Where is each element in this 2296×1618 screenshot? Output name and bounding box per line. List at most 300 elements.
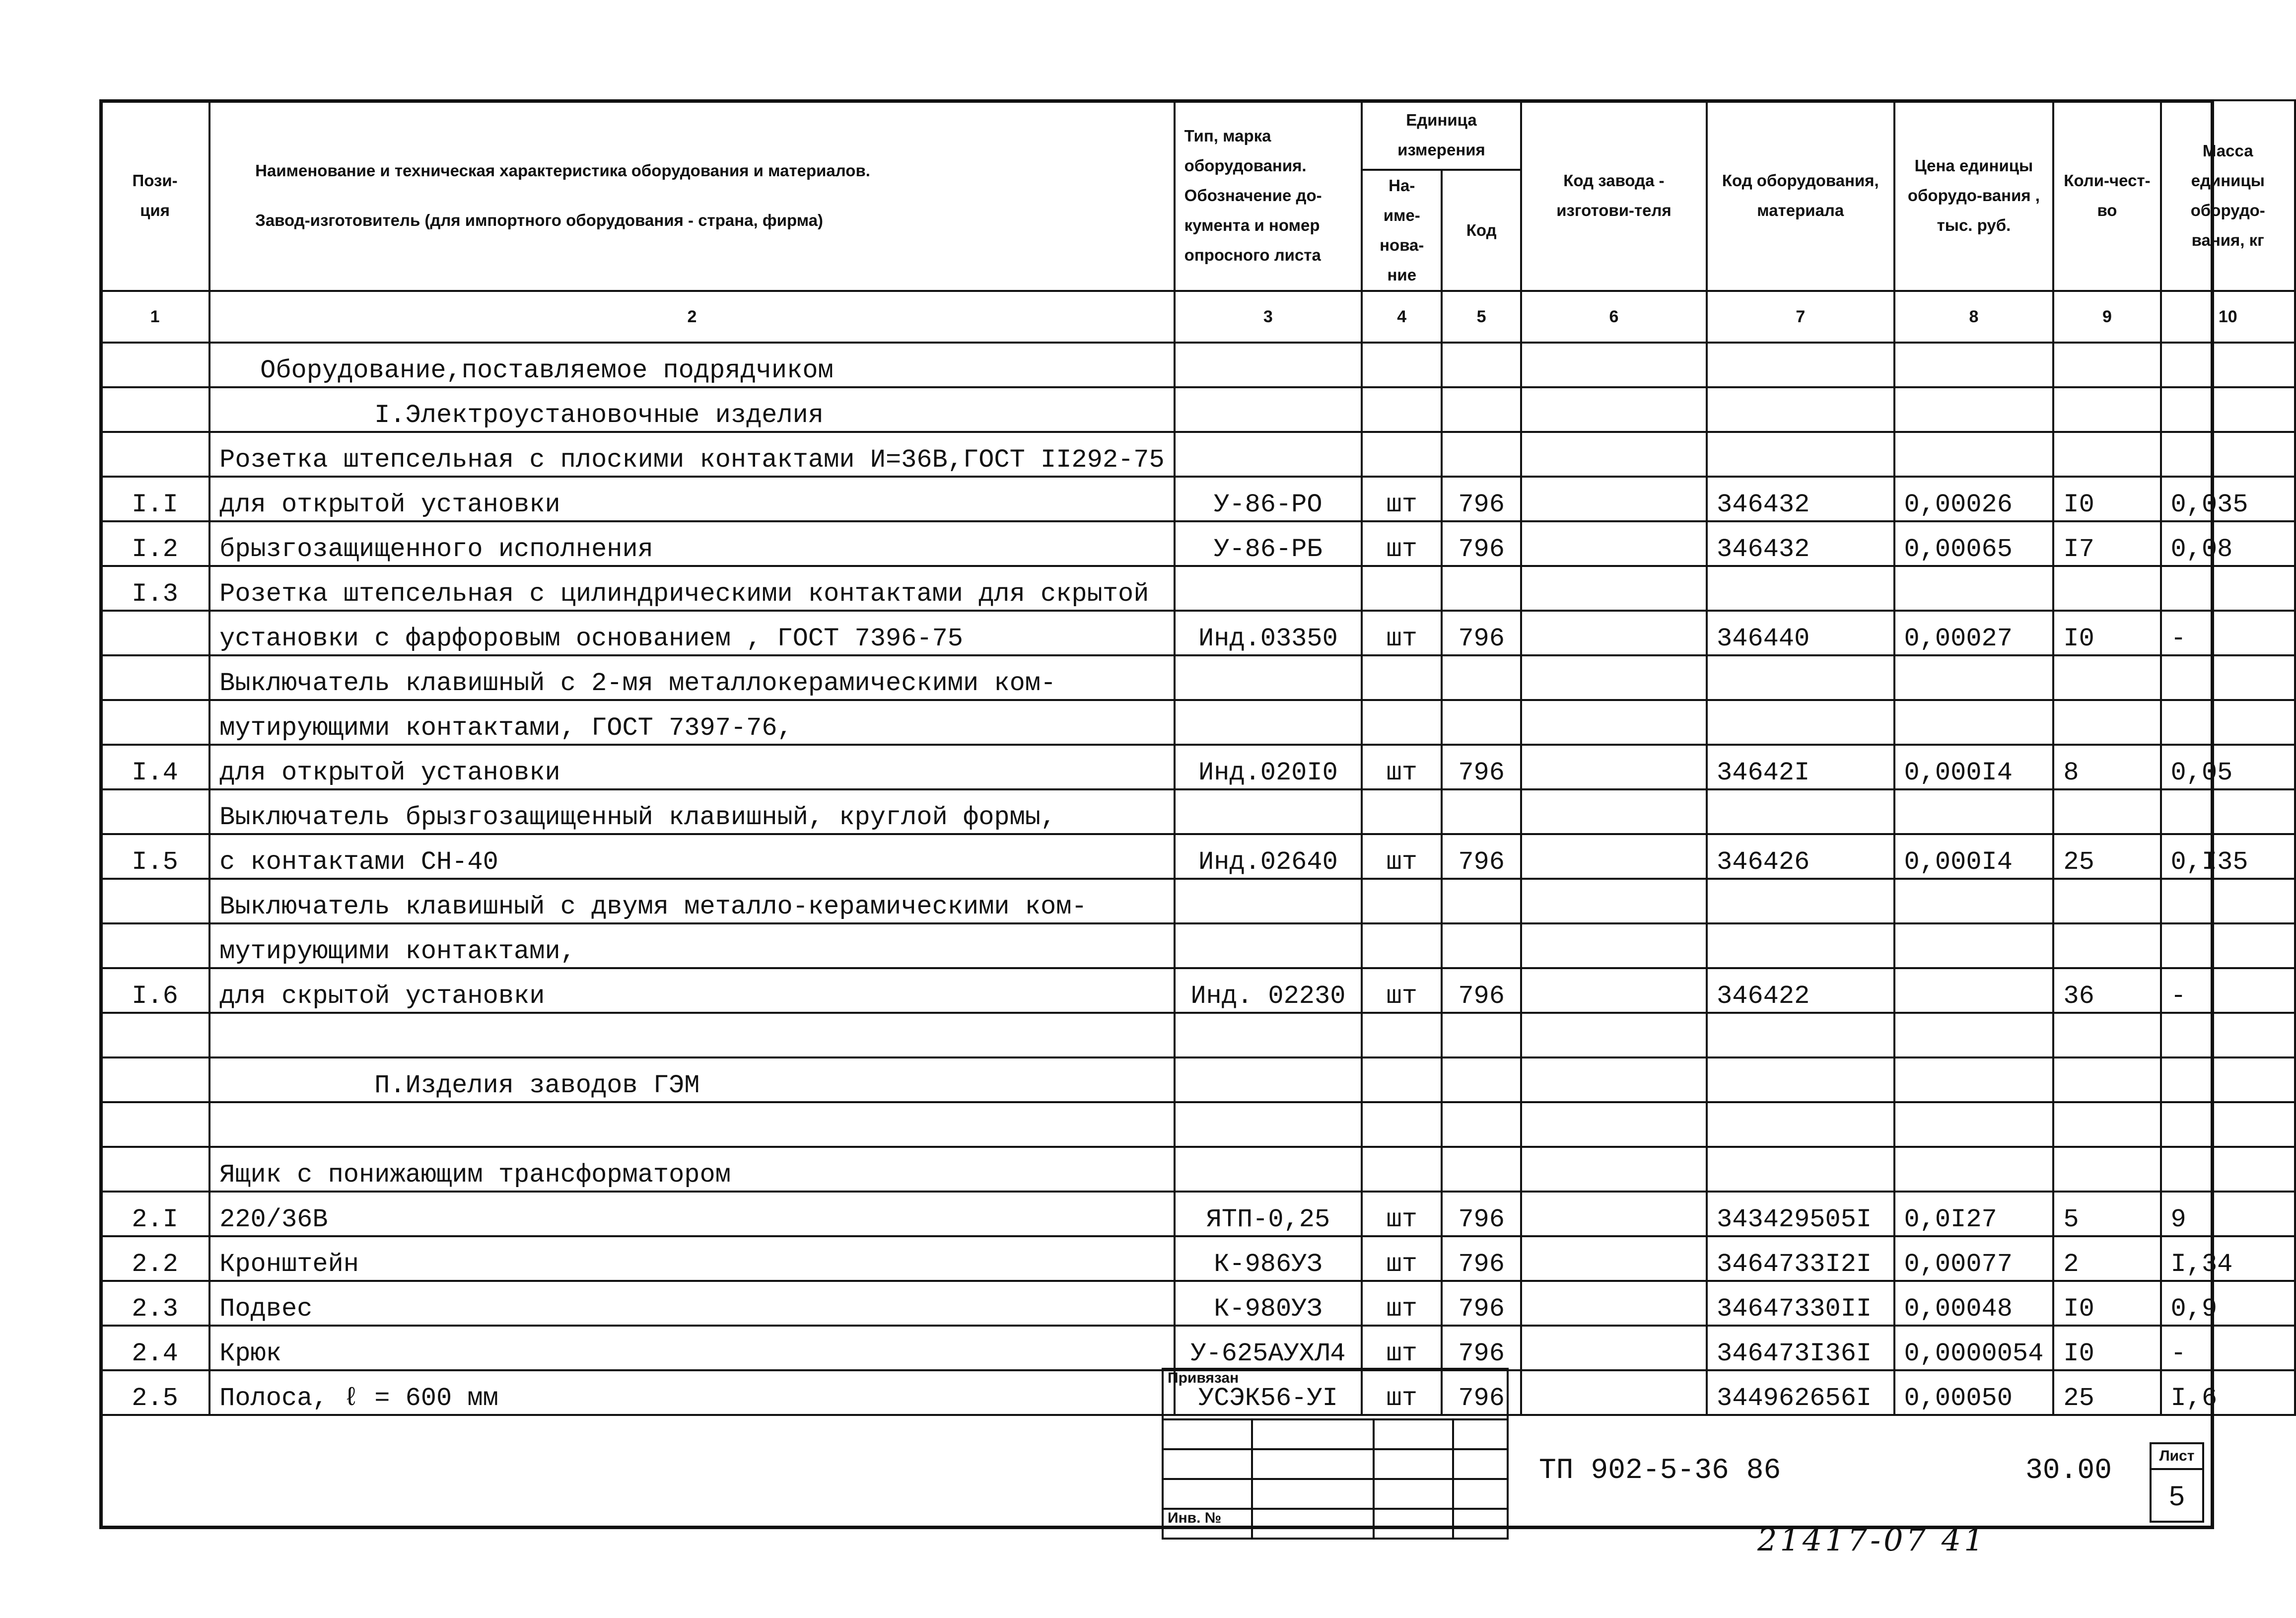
row-unit: шт xyxy=(1362,611,1442,655)
row-equipment-code xyxy=(1707,343,1894,387)
row-price: 0,0I27 xyxy=(1894,1192,2054,1236)
document-code: ТП 902-5-36 86 xyxy=(1539,1455,1781,1487)
row-quantity xyxy=(2053,1057,2160,1102)
header-equipment-code: Код оборудования, материала xyxy=(1707,100,1894,291)
row-plant-code xyxy=(1521,1281,1707,1326)
row-plant-code xyxy=(1521,1370,1707,1415)
row-plant-code xyxy=(1521,700,1707,745)
row-equipment-code: 343429505I xyxy=(1707,1192,1894,1236)
row-position: I.I xyxy=(100,477,209,521)
row-unit: шт xyxy=(1362,1236,1442,1281)
row-plant-code xyxy=(1521,834,1707,879)
row-plant-code xyxy=(1521,1236,1707,1281)
row-quantity xyxy=(2053,655,2160,700)
row-unit: шт xyxy=(1362,834,1442,879)
row-type xyxy=(1175,432,1362,477)
row-plant-code xyxy=(1521,343,1707,387)
row-plant-code xyxy=(1521,611,1707,655)
row-unit: шт xyxy=(1362,477,1442,521)
row-plant-code xyxy=(1521,1057,1707,1102)
row-name: Выключатель клавишный с 2-мя металлокерамическими ком- xyxy=(209,655,1175,700)
row-name: Розетка штепсельная с цилиндрическими контактами для скрытой xyxy=(209,566,1175,611)
stamp-cell xyxy=(1453,1419,1508,1449)
column-numbers-row xyxy=(100,291,2295,343)
row-quantity: I7 xyxy=(2053,521,2160,566)
table-row xyxy=(100,1326,2295,1370)
row-mass xyxy=(2161,432,2295,477)
row-price: 0,00065 xyxy=(1894,521,2054,566)
row-unit-code: 796 xyxy=(1442,1281,1521,1326)
table-row xyxy=(100,700,2295,745)
row-unit xyxy=(1362,923,1442,968)
row-plant-code xyxy=(1521,1326,1707,1370)
row-name: мутирующими контактами, xyxy=(209,923,1175,968)
header-quantity: Коли-чест-во xyxy=(2053,100,2160,291)
header-type: Тип, марка оборудования. Обозначение до-кумента и номер опросного листа xyxy=(1175,100,1362,291)
header-unit-name: На-име-нова-ние xyxy=(1362,170,1442,291)
table-row xyxy=(100,387,2295,432)
row-quantity xyxy=(2053,879,2160,923)
specification-table xyxy=(99,99,2296,1416)
row-quantity: I0 xyxy=(2053,611,2160,655)
row-quantity xyxy=(2053,789,2160,834)
row-quantity: I0 xyxy=(2053,1281,2160,1326)
row-quantity xyxy=(2053,1147,2160,1192)
header-price: Цена единицы оборудо-вания , тыс. руб. xyxy=(1894,100,2054,291)
col-number: 1 xyxy=(100,291,209,343)
row-position xyxy=(100,1057,209,1102)
stamp-cell xyxy=(1453,1479,1508,1509)
row-type: ЯТП-0,25 xyxy=(1175,1192,1362,1236)
row-name: 220/36В xyxy=(209,1192,1175,1236)
row-unit: шт xyxy=(1362,521,1442,566)
row-position xyxy=(100,1013,209,1057)
row-name: I.Электроустановочные изделия xyxy=(209,387,1175,432)
row-unit xyxy=(1362,1147,1442,1192)
row-equipment-code xyxy=(1707,923,1894,968)
stamp-cell xyxy=(1374,1419,1453,1449)
row-mass: 0,08 xyxy=(2161,521,2295,566)
row-position xyxy=(100,700,209,745)
row-mass xyxy=(2161,566,2295,611)
row-price: 0,00077 xyxy=(1894,1236,2054,1281)
row-quantity xyxy=(2053,566,2160,611)
header-plant-code: Код завода - изготови-теля xyxy=(1521,100,1707,291)
row-name: Кронштейн xyxy=(209,1236,1175,1281)
row-unit xyxy=(1362,432,1442,477)
row-mass: 0,05 xyxy=(2161,745,2295,789)
stamp-cell xyxy=(1252,1479,1374,1509)
row-mass xyxy=(2161,655,2295,700)
row-unit-code xyxy=(1442,1102,1521,1147)
row-type xyxy=(1175,343,1362,387)
row-price xyxy=(1894,968,2054,1013)
table-row xyxy=(100,611,2295,655)
row-equipment-code xyxy=(1707,432,1894,477)
row-name: Ящик с понижающим трансформатором xyxy=(209,1147,1175,1192)
row-position: I.6 xyxy=(100,968,209,1013)
row-price: 0,00026 xyxy=(1894,477,2054,521)
col-number: 7 xyxy=(1707,291,1894,343)
row-price xyxy=(1894,343,2054,387)
row-equipment-code xyxy=(1707,700,1894,745)
stamp-bound-label: Привязан xyxy=(1163,1369,1508,1419)
row-price: 0,00027 xyxy=(1894,611,2054,655)
row-equipment-code: 346473I36I xyxy=(1707,1326,1894,1370)
row-equipment-code xyxy=(1707,387,1894,432)
row-quantity: I0 xyxy=(2053,477,2160,521)
row-mass: - xyxy=(2161,968,2295,1013)
row-equipment-code: 34647330II xyxy=(1707,1281,1894,1326)
row-equipment-code: 344962656I xyxy=(1707,1370,1894,1415)
sheet-number: 5 xyxy=(2151,1469,2203,1522)
row-plant-code xyxy=(1521,968,1707,1013)
row-unit-code: 796 xyxy=(1442,745,1521,789)
table-row xyxy=(100,1102,2295,1147)
row-quantity: I0 xyxy=(2053,1326,2160,1370)
row-mass: I,34 xyxy=(2161,1236,2295,1281)
row-name: Розетка штепсельная с плоскими контактами И=36В,ГОСТ II292-75 xyxy=(209,432,1175,477)
stamp-cell xyxy=(1163,1479,1252,1509)
row-plant-code xyxy=(1521,521,1707,566)
row-type xyxy=(1175,566,1362,611)
row-name xyxy=(209,1013,1175,1057)
row-position: 2.4 xyxy=(100,1326,209,1370)
row-type: Инд. 02230 xyxy=(1175,968,1362,1013)
row-plant-code xyxy=(1521,655,1707,700)
row-quantity: 2 xyxy=(2053,1236,2160,1281)
row-unit-code xyxy=(1442,655,1521,700)
row-unit: шт xyxy=(1362,968,1442,1013)
row-quantity xyxy=(2053,1013,2160,1057)
table-row xyxy=(100,1013,2295,1057)
row-mass: I,6 xyxy=(2161,1370,2295,1415)
row-equipment-code: 346432 xyxy=(1707,521,1894,566)
row-quantity: 8 xyxy=(2053,745,2160,789)
row-position xyxy=(100,655,209,700)
row-equipment-code: 346426 xyxy=(1707,834,1894,879)
row-equipment-code xyxy=(1707,655,1894,700)
row-unit-code xyxy=(1442,566,1521,611)
stamp-cell xyxy=(1453,1449,1508,1479)
binding-stamp xyxy=(1162,1368,1509,1540)
row-name: Выключатель клавишный с двумя металло-керамическими ком- xyxy=(209,879,1175,923)
row-position xyxy=(100,1147,209,1192)
stamp-cell xyxy=(1374,1479,1453,1509)
row-mass: 0,035 xyxy=(2161,477,2295,521)
col-number: 9 xyxy=(2053,291,2160,343)
row-quantity xyxy=(2053,1102,2160,1147)
stamp-cell xyxy=(1374,1509,1453,1539)
row-quantity: 25 xyxy=(2053,1370,2160,1415)
table-row xyxy=(100,834,2295,879)
row-unit-code xyxy=(1442,789,1521,834)
row-mass: 0,I35 xyxy=(2161,834,2295,879)
row-quantity xyxy=(2053,923,2160,968)
archive-number: 21417-07 41 xyxy=(1757,1522,1987,1558)
row-name: Выключатель брызгозащищенный клавишный, круглой формы, xyxy=(209,789,1175,834)
row-position xyxy=(100,611,209,655)
row-price: 0,000I4 xyxy=(1894,834,2054,879)
row-unit xyxy=(1362,1057,1442,1102)
row-unit-code: 796 xyxy=(1442,1192,1521,1236)
row-name: Оборудование,поставляемое подрядчиком xyxy=(209,343,1175,387)
row-mass xyxy=(2161,700,2295,745)
row-quantity: 36 xyxy=(2053,968,2160,1013)
table-row xyxy=(100,1147,2295,1192)
row-unit-code: 796 xyxy=(1442,521,1521,566)
row-mass: - xyxy=(2161,1326,2295,1370)
row-mass xyxy=(2161,1102,2295,1147)
row-type: У-86-РБ xyxy=(1175,521,1362,566)
stamp-inv-label: Инв. № xyxy=(1163,1509,1252,1539)
row-equipment-code: 346422 xyxy=(1707,968,1894,1013)
col-number: 3 xyxy=(1175,291,1362,343)
row-unit-code: 796 xyxy=(1442,968,1521,1013)
row-name: с контактами СН-40 xyxy=(209,834,1175,879)
row-price xyxy=(1894,879,2054,923)
row-unit-code: 796 xyxy=(1442,834,1521,879)
col-number: 4 xyxy=(1362,291,1442,343)
row-price xyxy=(1894,387,2054,432)
table-row xyxy=(100,968,2295,1013)
table-row xyxy=(100,521,2295,566)
row-type xyxy=(1175,789,1362,834)
row-position xyxy=(100,1102,209,1147)
row-equipment-code: 346440 xyxy=(1707,611,1894,655)
row-position: I.3 xyxy=(100,566,209,611)
table-row xyxy=(100,477,2295,521)
row-unit xyxy=(1362,1102,1442,1147)
row-price xyxy=(1894,1013,2054,1057)
row-mass xyxy=(2161,923,2295,968)
row-equipment-code xyxy=(1707,1013,1894,1057)
row-price xyxy=(1894,1102,2054,1147)
row-mass xyxy=(2161,1057,2295,1102)
row-position: 2.5 xyxy=(100,1370,209,1415)
row-name: брызгозащищенного исполнения xyxy=(209,521,1175,566)
row-position xyxy=(100,923,209,968)
header-unit-code: Код xyxy=(1442,170,1521,291)
table-row xyxy=(100,1057,2295,1102)
row-mass xyxy=(2161,789,2295,834)
row-mass xyxy=(2161,879,2295,923)
row-quantity xyxy=(2053,700,2160,745)
row-price xyxy=(1894,789,2054,834)
row-name: установки с фарфоровым основанием , ГОСТ 7396-75 xyxy=(209,611,1175,655)
row-name: для открытой установки xyxy=(209,745,1175,789)
table-row xyxy=(100,879,2295,923)
row-quantity xyxy=(2053,432,2160,477)
header-description-line2: Завод-изготовитель (для импортного оборудования - страна, фирма) xyxy=(255,211,824,229)
row-unit-code: 796 xyxy=(1442,1326,1521,1370)
row-price xyxy=(1894,923,2054,968)
row-name: для открытой установки xyxy=(209,477,1175,521)
row-quantity xyxy=(2053,343,2160,387)
row-unit xyxy=(1362,343,1442,387)
row-equipment-code: 34642I xyxy=(1707,745,1894,789)
row-unit-code xyxy=(1442,343,1521,387)
header-description xyxy=(209,100,1175,291)
row-plant-code xyxy=(1521,432,1707,477)
row-unit xyxy=(1362,789,1442,834)
row-position: I.2 xyxy=(100,521,209,566)
table-body xyxy=(100,343,2295,1415)
row-equipment-code xyxy=(1707,566,1894,611)
row-unit-code xyxy=(1442,1013,1521,1057)
row-type: Инд.020I0 xyxy=(1175,745,1362,789)
row-type xyxy=(1175,923,1362,968)
row-position: I.4 xyxy=(100,745,209,789)
row-name: П.Изделия заводов ГЭМ xyxy=(209,1057,1175,1102)
row-unit-code xyxy=(1442,879,1521,923)
table-row xyxy=(100,745,2295,789)
row-unit xyxy=(1362,566,1442,611)
row-type: УСЭК56-УI xyxy=(1175,1370,1362,1415)
row-type: Инд.03350 xyxy=(1175,611,1362,655)
table-row xyxy=(100,789,2295,834)
row-unit-code: 796 xyxy=(1442,1236,1521,1281)
row-position xyxy=(100,432,209,477)
header-mass: Масса единицы оборудо-вания, кг xyxy=(2161,100,2295,291)
row-price: 0,00050 xyxy=(1894,1370,2054,1415)
row-price xyxy=(1894,655,2054,700)
row-plant-code xyxy=(1521,387,1707,432)
row-equipment-code xyxy=(1707,789,1894,834)
row-unit: шт xyxy=(1362,1281,1442,1326)
row-name: для скрытой установки xyxy=(209,968,1175,1013)
row-unit xyxy=(1362,1013,1442,1057)
col-number: 5 xyxy=(1442,291,1521,343)
table-row xyxy=(100,655,2295,700)
row-position xyxy=(100,879,209,923)
row-unit-code: 796 xyxy=(1442,477,1521,521)
row-type xyxy=(1175,387,1362,432)
row-name: Подвес xyxy=(209,1281,1175,1326)
row-quantity: 5 xyxy=(2053,1192,2160,1236)
row-unit: шт xyxy=(1362,1326,1442,1370)
row-plant-code xyxy=(1521,1102,1707,1147)
row-unit xyxy=(1362,879,1442,923)
header-unit: Единица измерения xyxy=(1362,100,1521,170)
row-plant-code xyxy=(1521,789,1707,834)
table-row xyxy=(100,1281,2295,1326)
row-name: Полоса, ℓ = 600 мм xyxy=(209,1370,1175,1415)
row-mass xyxy=(2161,387,2295,432)
row-mass xyxy=(2161,1147,2295,1192)
header-position: Пози- ция xyxy=(100,100,209,291)
stamp-cell xyxy=(1252,1449,1374,1479)
row-equipment-code xyxy=(1707,879,1894,923)
row-mass: 9 xyxy=(2161,1192,2295,1236)
row-name xyxy=(209,1102,1175,1147)
table-row xyxy=(100,1236,2295,1281)
header-description-line1: Наименование и техническая характеристика оборудования и материалов. xyxy=(255,161,870,180)
row-type xyxy=(1175,1102,1362,1147)
stamp-cell xyxy=(1163,1419,1252,1449)
row-plant-code xyxy=(1521,566,1707,611)
col-number: 8 xyxy=(1894,291,2054,343)
row-position xyxy=(100,387,209,432)
col-number: 2 xyxy=(209,291,1175,343)
row-position: 2.I xyxy=(100,1192,209,1236)
row-type: У-86-РО xyxy=(1175,477,1362,521)
row-mass: 0,9 xyxy=(2161,1281,2295,1326)
row-unit-code: 796 xyxy=(1442,611,1521,655)
row-unit-code xyxy=(1442,923,1521,968)
row-quantity: 25 xyxy=(2053,834,2160,879)
row-price: 0,00048 xyxy=(1894,1281,2054,1326)
row-unit-code: 796 xyxy=(1442,1370,1521,1415)
row-plant-code xyxy=(1521,1013,1707,1057)
stamp-cell xyxy=(1374,1449,1453,1479)
row-unit-code xyxy=(1442,1057,1521,1102)
stamp-cell xyxy=(1252,1419,1374,1449)
sheet-label: Лист xyxy=(2151,1443,2203,1469)
row-type xyxy=(1175,1057,1362,1102)
row-type xyxy=(1175,700,1362,745)
row-equipment-code xyxy=(1707,1057,1894,1102)
row-equipment-code: 346432 xyxy=(1707,477,1894,521)
row-unit: шт xyxy=(1362,1370,1442,1415)
row-unit: шт xyxy=(1362,745,1442,789)
row-position: 2.2 xyxy=(100,1236,209,1281)
table-row xyxy=(100,923,2295,968)
row-unit xyxy=(1362,700,1442,745)
row-type xyxy=(1175,1013,1362,1057)
row-unit xyxy=(1362,655,1442,700)
row-price: 0,0000054 xyxy=(1894,1326,2054,1370)
row-plant-code xyxy=(1521,923,1707,968)
table-row xyxy=(100,432,2295,477)
col-number: 10 xyxy=(2161,291,2295,343)
row-position: I.5 xyxy=(100,834,209,879)
table-row xyxy=(100,1192,2295,1236)
row-mass xyxy=(2161,1013,2295,1057)
row-name: Крюк xyxy=(209,1326,1175,1370)
row-equipment-code xyxy=(1707,1102,1894,1147)
row-price xyxy=(1894,432,2054,477)
row-unit-code xyxy=(1442,700,1521,745)
row-unit-code xyxy=(1442,1147,1521,1192)
row-price xyxy=(1894,1057,2054,1102)
row-quantity xyxy=(2053,387,2160,432)
stamp-cell xyxy=(1453,1509,1508,1539)
row-mass: - xyxy=(2161,611,2295,655)
row-type: У-625АУХЛ4 xyxy=(1175,1326,1362,1370)
document-subcode: 30.00 xyxy=(2025,1455,2112,1487)
row-plant-code xyxy=(1521,1147,1707,1192)
row-mass xyxy=(2161,343,2295,387)
row-type: К-986УЗ xyxy=(1175,1236,1362,1281)
stamp-cell xyxy=(1252,1509,1374,1539)
table-row xyxy=(100,566,2295,611)
row-position: 2.3 xyxy=(100,1281,209,1326)
sheet-number-box xyxy=(2150,1442,2204,1523)
row-unit-code xyxy=(1442,432,1521,477)
row-type: Инд.02640 xyxy=(1175,834,1362,879)
row-name: мутирующими контактами, ГОСТ 7397-76, xyxy=(209,700,1175,745)
row-type xyxy=(1175,879,1362,923)
row-price xyxy=(1894,566,2054,611)
col-number: 6 xyxy=(1521,291,1707,343)
row-unit-code xyxy=(1442,387,1521,432)
row-equipment-code xyxy=(1707,1147,1894,1192)
row-type: К-980УЗ xyxy=(1175,1281,1362,1326)
table-row xyxy=(100,343,2295,387)
row-plant-code xyxy=(1521,745,1707,789)
row-plant-code xyxy=(1521,477,1707,521)
